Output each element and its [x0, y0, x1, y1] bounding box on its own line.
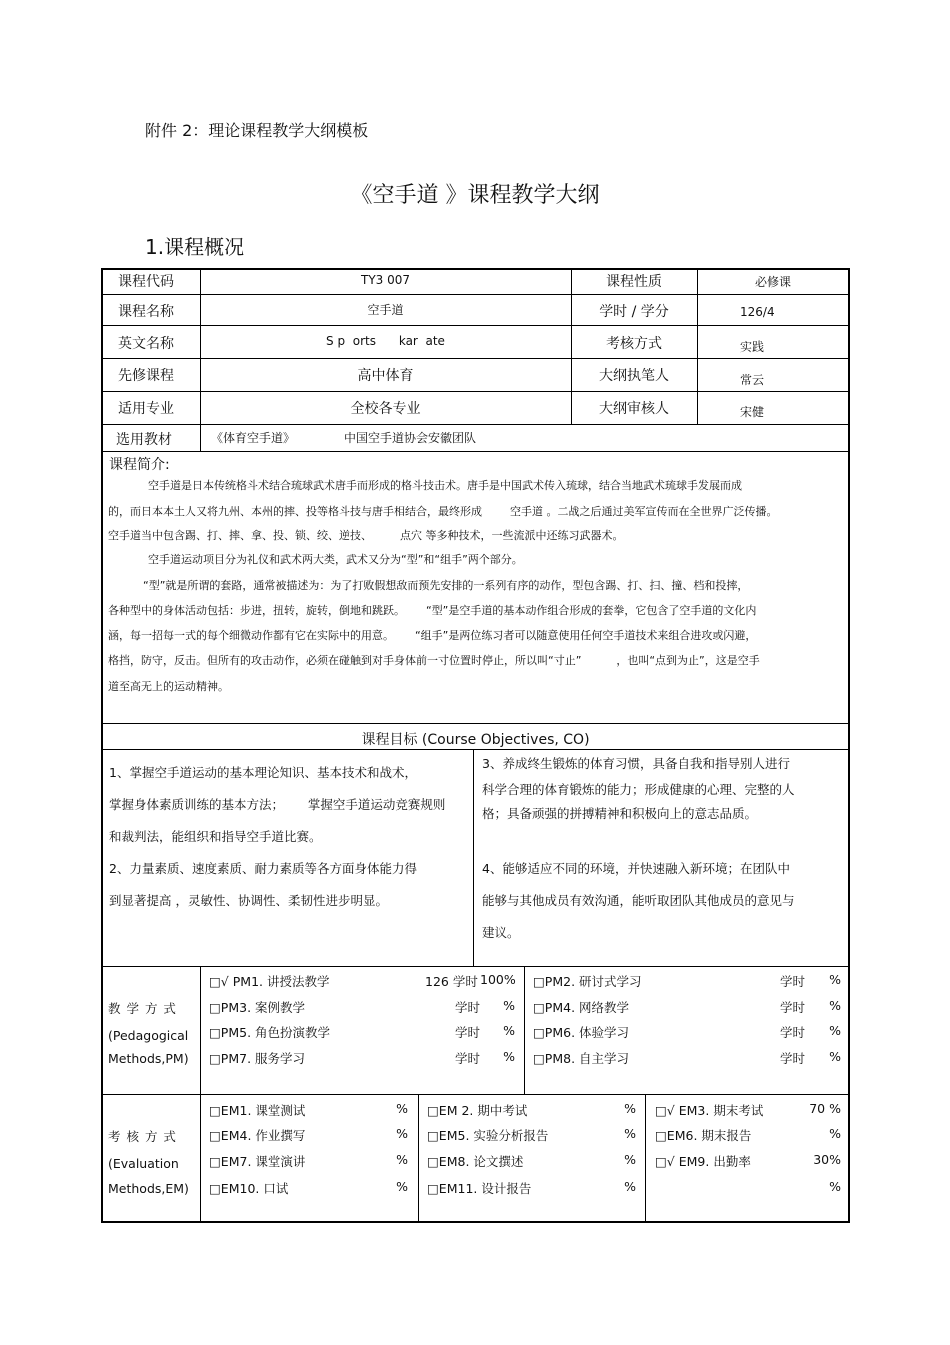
- document-title: 《空手道 》课程教学大纲: [350, 183, 600, 208]
- evaluation-method[interactable]: □EM 2. 期中考试: [427, 1103, 528, 1118]
- evaluation-method[interactable]: □EM6. 期末报告: [655, 1128, 752, 1143]
- evaluation-method[interactable]: □√ EM3. 期末考试: [655, 1103, 764, 1118]
- assessment-value: 实践: [740, 340, 765, 354]
- nature-label: 课程性质: [606, 274, 662, 290]
- evaluation-label-en: Methods,EM): [108, 1181, 189, 1196]
- evaluation-method[interactable]: □EM10. 口试: [209, 1181, 289, 1196]
- evaluation-percent: 30%: [813, 1152, 841, 1167]
- major-label: 适用专业: [118, 401, 174, 417]
- pedagogy-method[interactable]: □PM7. 服务学习: [209, 1051, 306, 1066]
- hours-label: 学时 / 学分: [599, 304, 669, 320]
- nature-value: 必修课: [754, 275, 791, 289]
- evaluation-percent: %: [624, 1179, 636, 1194]
- pedagogy-method[interactable]: □PM4. 网络教学: [533, 1000, 630, 1015]
- attachment-label: 附件 2：理论课程教学大纲模板: [145, 121, 369, 140]
- evaluation-percent: %: [624, 1152, 636, 1167]
- pedagogy-hours: 学时: [455, 1000, 481, 1015]
- col-divider: [645, 1094, 646, 1223]
- pedagogy-hours: 学时: [780, 1025, 806, 1040]
- row-divider: [101, 294, 850, 295]
- pedagogy-percent: %: [503, 998, 515, 1013]
- pedagogy-percent: %: [503, 1023, 515, 1038]
- intro-line: 各种型中的身体活动包括：步进，扭转，旋转，倒地和跳跃。 “型”是空手道的基本动作组合形成的套拳，它包含了空手道的文化内: [108, 604, 757, 617]
- pedagogy-label: 教 学 方 式: [108, 1001, 177, 1016]
- objective-right-line: 格；具备顽强的拼搏精神和积极向上的意志品质。: [482, 806, 758, 821]
- code-label: 课程代码: [118, 274, 174, 290]
- objective-left-line: 1、掌握空手道运动的基本理论知识、基本技术和战术，: [109, 765, 417, 780]
- row-divider: [101, 358, 850, 359]
- textbook-publisher: 中国空手道协会安徽团队: [344, 431, 477, 445]
- objectives-header: 课程目标 (Course Objectives, CO): [361, 732, 590, 748]
- evaluation-method[interactable]: □EM1. 课堂测试: [209, 1103, 306, 1118]
- objective-right-line: 建议。: [482, 925, 520, 940]
- evaluation-method[interactable]: □EM8. 论文撰述: [427, 1154, 524, 1169]
- objective-right-line: 能够与其他成员有效沟通，能听取团队其他成员的意见与: [482, 893, 795, 908]
- pedagogy-hours: 学时: [780, 1000, 806, 1015]
- col-divider: [697, 268, 698, 424]
- evaluation-label-en: (Evaluation: [108, 1156, 179, 1171]
- code-value: TY3 007: [360, 273, 410, 287]
- pedagogy-percent: %: [829, 972, 841, 987]
- row-divider: [101, 749, 850, 750]
- intro-line: 格挡，防守，反击。但所有的攻击动作，必须在碰触到对手身体前一寸位置时停止，所以叫“寸止” ，也叫“点到为止”，这是空手: [108, 654, 760, 667]
- objective-left-line: 和裁判法，能组织和指导空手道比赛。: [109, 829, 322, 844]
- objective-right-line: 科学合理的体育锻炼的能力；形成健康的心理、完整的人: [482, 782, 795, 797]
- prerequisite-label: 先修课程: [118, 368, 174, 384]
- reviewer-value: 宋健: [740, 405, 765, 419]
- evaluation-label: 考 核 方 式: [108, 1129, 177, 1144]
- col-divider: [473, 749, 474, 966]
- evaluation-percent: %: [829, 1179, 841, 1194]
- pedagogy-method[interactable]: □PM2. 研讨式学习: [533, 974, 642, 989]
- pedagogy-method[interactable]: □PM3. 案例教学: [209, 1000, 306, 1015]
- row-divider: [101, 723, 850, 724]
- pedagogy-percent: %: [829, 998, 841, 1013]
- row-divider: [101, 1094, 850, 1095]
- evaluation-method[interactable]: □EM4. 作业撰写: [209, 1128, 306, 1143]
- hours-value: 126/4: [740, 305, 775, 319]
- objective-right-line: 4、能够适应不同的环境，并快速融入新环境；在团队中: [482, 861, 790, 876]
- evaluation-percent: %: [396, 1152, 408, 1167]
- objective-left-line: 到显著提高 ，灵敏性、协调性、柔韧性进步明显。: [109, 893, 388, 908]
- evaluation-percent: %: [396, 1101, 408, 1116]
- section-heading: 1.课程概况: [145, 235, 245, 259]
- pedagogy-method[interactable]: □PM5. 角色扮演教学: [209, 1025, 331, 1040]
- col-divider: [200, 268, 201, 451]
- pedagogy-hours: 学时: [455, 1025, 481, 1040]
- intro-line: 的，而日本本土人又将九州、本州的摔、投等格斗技与唐手相结合，最终形成 空手道 。二战之后通过美军宣传而在全世界广泛传播。: [108, 505, 778, 518]
- intro-line: “型”就是所谓的套路，通常被描述为：为了打败假想敌而预先安排的一系列有序的动作，型包含踢、打、扫、撞、档和投摔，: [143, 579, 749, 592]
- intro-line: 涵，每一招每一式的每个细微动作都有它在实际中的用意。 “组手”是两位练习者可以随意使用任何空手道技术来组合进攻或闪避，: [108, 629, 757, 642]
- pedagogy-percent: 100%: [480, 972, 516, 987]
- intro-line: 道至高无上的运动精神。: [108, 680, 229, 693]
- col-divider: [524, 966, 525, 1094]
- name-value: 空手道: [367, 303, 404, 317]
- evaluation-method[interactable]: □EM7. 课堂演讲: [209, 1154, 306, 1169]
- writer-label: 大纲执笔人: [599, 368, 669, 384]
- evaluation-percent: %: [624, 1126, 636, 1141]
- evaluation-percent: %: [396, 1179, 408, 1194]
- pedagogy-percent: %: [503, 1049, 515, 1064]
- row-divider: [101, 451, 850, 452]
- name-label: 课程名称: [118, 304, 174, 320]
- reviewer-label: 大纲审核人: [599, 401, 669, 417]
- objective-left-line: 掌握身体素质训练的基本方法； 掌握空手道运动竞赛规则: [109, 797, 446, 812]
- evaluation-percent: %: [829, 1126, 841, 1141]
- textbook-label: 选用教材: [116, 432, 172, 448]
- evaluation-method[interactable]: □√ EM9. 出勤率: [655, 1154, 751, 1169]
- objective-left-line: 2、力量素质、速度素质、耐力素质等各方面身体能力得: [109, 861, 417, 876]
- row-divider: [101, 391, 850, 392]
- pedagogy-method[interactable]: □PM6. 体验学习: [533, 1025, 630, 1040]
- intro-line: 空手道是日本传统格斗术结合琉球武术唐手而形成的格斗技击术。唐手是中国武术传入琉球，结合当地武术琉球手发展而成: [148, 479, 742, 492]
- writer-value: 常云: [740, 373, 765, 387]
- english-name-value: S p orts kar ate: [326, 334, 445, 348]
- pedagogy-label-en: (Pedagogical: [108, 1028, 189, 1043]
- intro-label: 课程简介:: [109, 457, 170, 473]
- pedagogy-method[interactable]: □√ PM1. 讲授法教学: [209, 974, 330, 989]
- pedagogy-hours: 学时: [780, 974, 806, 989]
- evaluation-percent: %: [624, 1101, 636, 1116]
- major-value: 全校各专业: [350, 401, 421, 417]
- english-name-label: 英文名称: [118, 336, 174, 352]
- pedagogy-hours: 学时: [455, 1051, 481, 1066]
- pedagogy-method[interactable]: □PM8. 自主学习: [533, 1051, 630, 1066]
- evaluation-method[interactable]: □EM5. 实验分析报告: [427, 1128, 549, 1143]
- pedagogy-hours: 126 学时: [425, 974, 478, 989]
- pedagogy-hours: 学时: [780, 1051, 806, 1066]
- intro-line: 空手道当中包含踢、打、摔、拿、投、锁、绞、逆技、 点穴 等多种技术，一些流派中还练习武器术。: [108, 529, 624, 542]
- evaluation-percent: %: [396, 1126, 408, 1141]
- col-divider: [418, 1094, 419, 1223]
- intro-line: 空手道运动项目分为礼仪和武术两大类，武术又分为“型”和“组手”两个部分。: [148, 553, 523, 566]
- evaluation-method[interactable]: □EM11. 设计报告: [427, 1181, 532, 1196]
- pedagogy-percent: %: [829, 1049, 841, 1064]
- row-divider: [101, 325, 850, 326]
- evaluation-percent: 70 %: [809, 1101, 841, 1116]
- row-divider: [101, 966, 850, 967]
- row-divider: [101, 424, 850, 425]
- objective-right-line: 3、养成终生锻炼的体育习惯，具备自我和指导别人进行: [482, 756, 790, 771]
- pedagogy-label-en: Methods,PM): [108, 1051, 189, 1066]
- assessment-label: 考核方式: [606, 336, 662, 352]
- prerequisite-value: 高中体育: [357, 368, 414, 384]
- pedagogy-percent: %: [829, 1023, 841, 1038]
- textbook-name: 《体育空手道》: [211, 431, 296, 445]
